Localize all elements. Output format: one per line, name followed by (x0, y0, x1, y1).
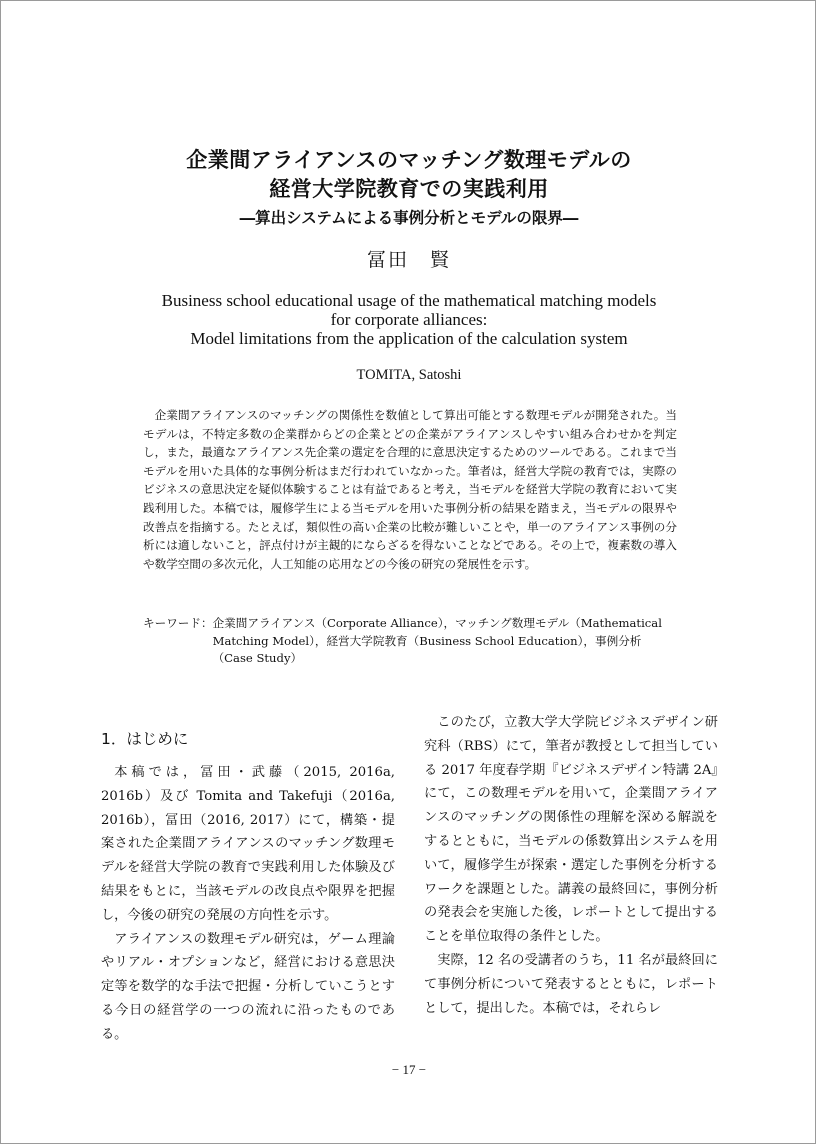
paragraph-3: このたび，立教大学大学院ビジネスデザイン研究科（RBS）にて，筆者が教授として担当している 2017 年度春学期『ビジネスデザイン特講 2A』にて，この数理モデルを用いて，企業間アライアンスのマッチングの関係性の理解を深める解説をするとともに，当モデルの係数算出システムを用いて，履修学生が探索・選定した事例を分析するワークを課題とした。講義の最終回に，事例分析の発表会を実施した後，レポートとして提出することを単位取得の条件とした。 (424, 715, 718, 945)
right-column (424, 711, 718, 1020)
paper-subtitle: ―算出システムによる事例分析とモデルの限界― (239, 209, 579, 227)
page-number: − 17 − (391, 1062, 427, 1077)
english-title (1, 291, 816, 348)
paper-title (1, 146, 816, 204)
english-title-line-1: Business school educational usage of the mathematical matching models (161, 291, 657, 310)
title-line-2: 経営大学院教育での実践利用 (269, 177, 549, 201)
author-english: TOMITA, Satoshi (356, 367, 462, 383)
paragraph-2: アライアンスの数理モデル研究は，ゲーム理論やリアル・オプションなど，経営における意思決定等を数学的な手法で把握・分析していこうとする今日の経営学の一つの流れに沿ったものである。 (101, 931, 395, 1042)
paragraph-1: 本稿では，冨田・武藤（2015, 2016a, 2016b）及び Tomita and Takefuji（2016a, 2016b），冨田（2016, 2017）にて，構築・提案された企業間アライアンスのマッチング数理モデルを経営大学院の教育で実践利用した体験及び結果をもとに，当該モデルの改良点や限界を把握し，今後の研究の発展の方向性を示す。 (101, 765, 395, 923)
title-line-1: 企業間アライアンスのマッチング数理モデルの (186, 148, 632, 172)
keywords-label: キーワード： (143, 616, 213, 630)
english-title-line-2: for corporate alliances: (330, 310, 488, 329)
left-column (101, 711, 395, 1047)
english-title-line-3: Model limitations from the application of the calculation system (190, 329, 628, 348)
keywords-text: 企業間アライアンス（Corporate Alliance），マッチング数理モデル（Mathematical Matching Model），経営大学院教育（Business School Education），事例分析（Case Study） (212, 616, 662, 665)
abstract: 企業間アライアンスのマッチングの関係性を数値として算出可能とする数理モデルが開発された。当モデルは，不特定多数の企業群からどの企業とどの企業がアライアンスしやすい組み合わせかを判定し，また，最適なアライアンス先企業の選定を合理的に意思決定するためのツールである。これまで当モデルを用いた具体的な事例分析はまだ行われていなかった。筆者は，経営大学院の教育では，実際のビジネスの意思決定を疑似体験することは有益であると考え，当モデルを経営大学院の教育において実践利用した。本稿では，履修学生による当モデルを用いた事例分析の結果を踏まえ，当モデルの限界や改善点を指摘する。たとえば，類似性の高い企業の比較が難しいことや，単一のアライアンス事例の分析には適しないこと，評点付けが主観的にならざるを得ないことなどである。その上で，複素数の導入や数学空間の多次元化，人工知能の応用などの今後の研究の発展性を示す。 (143, 408, 677, 571)
paragraph-4: 実際，12 名の受講者のうち，11 名が最終回にて事例分析について発表するとともに，レポートとして，提出した。本稿では，それらレ (424, 952, 718, 1016)
author-japanese: 冨田 賢 (366, 249, 451, 271)
keywords (143, 615, 677, 668)
section-heading: 1．はじめに (101, 730, 189, 748)
